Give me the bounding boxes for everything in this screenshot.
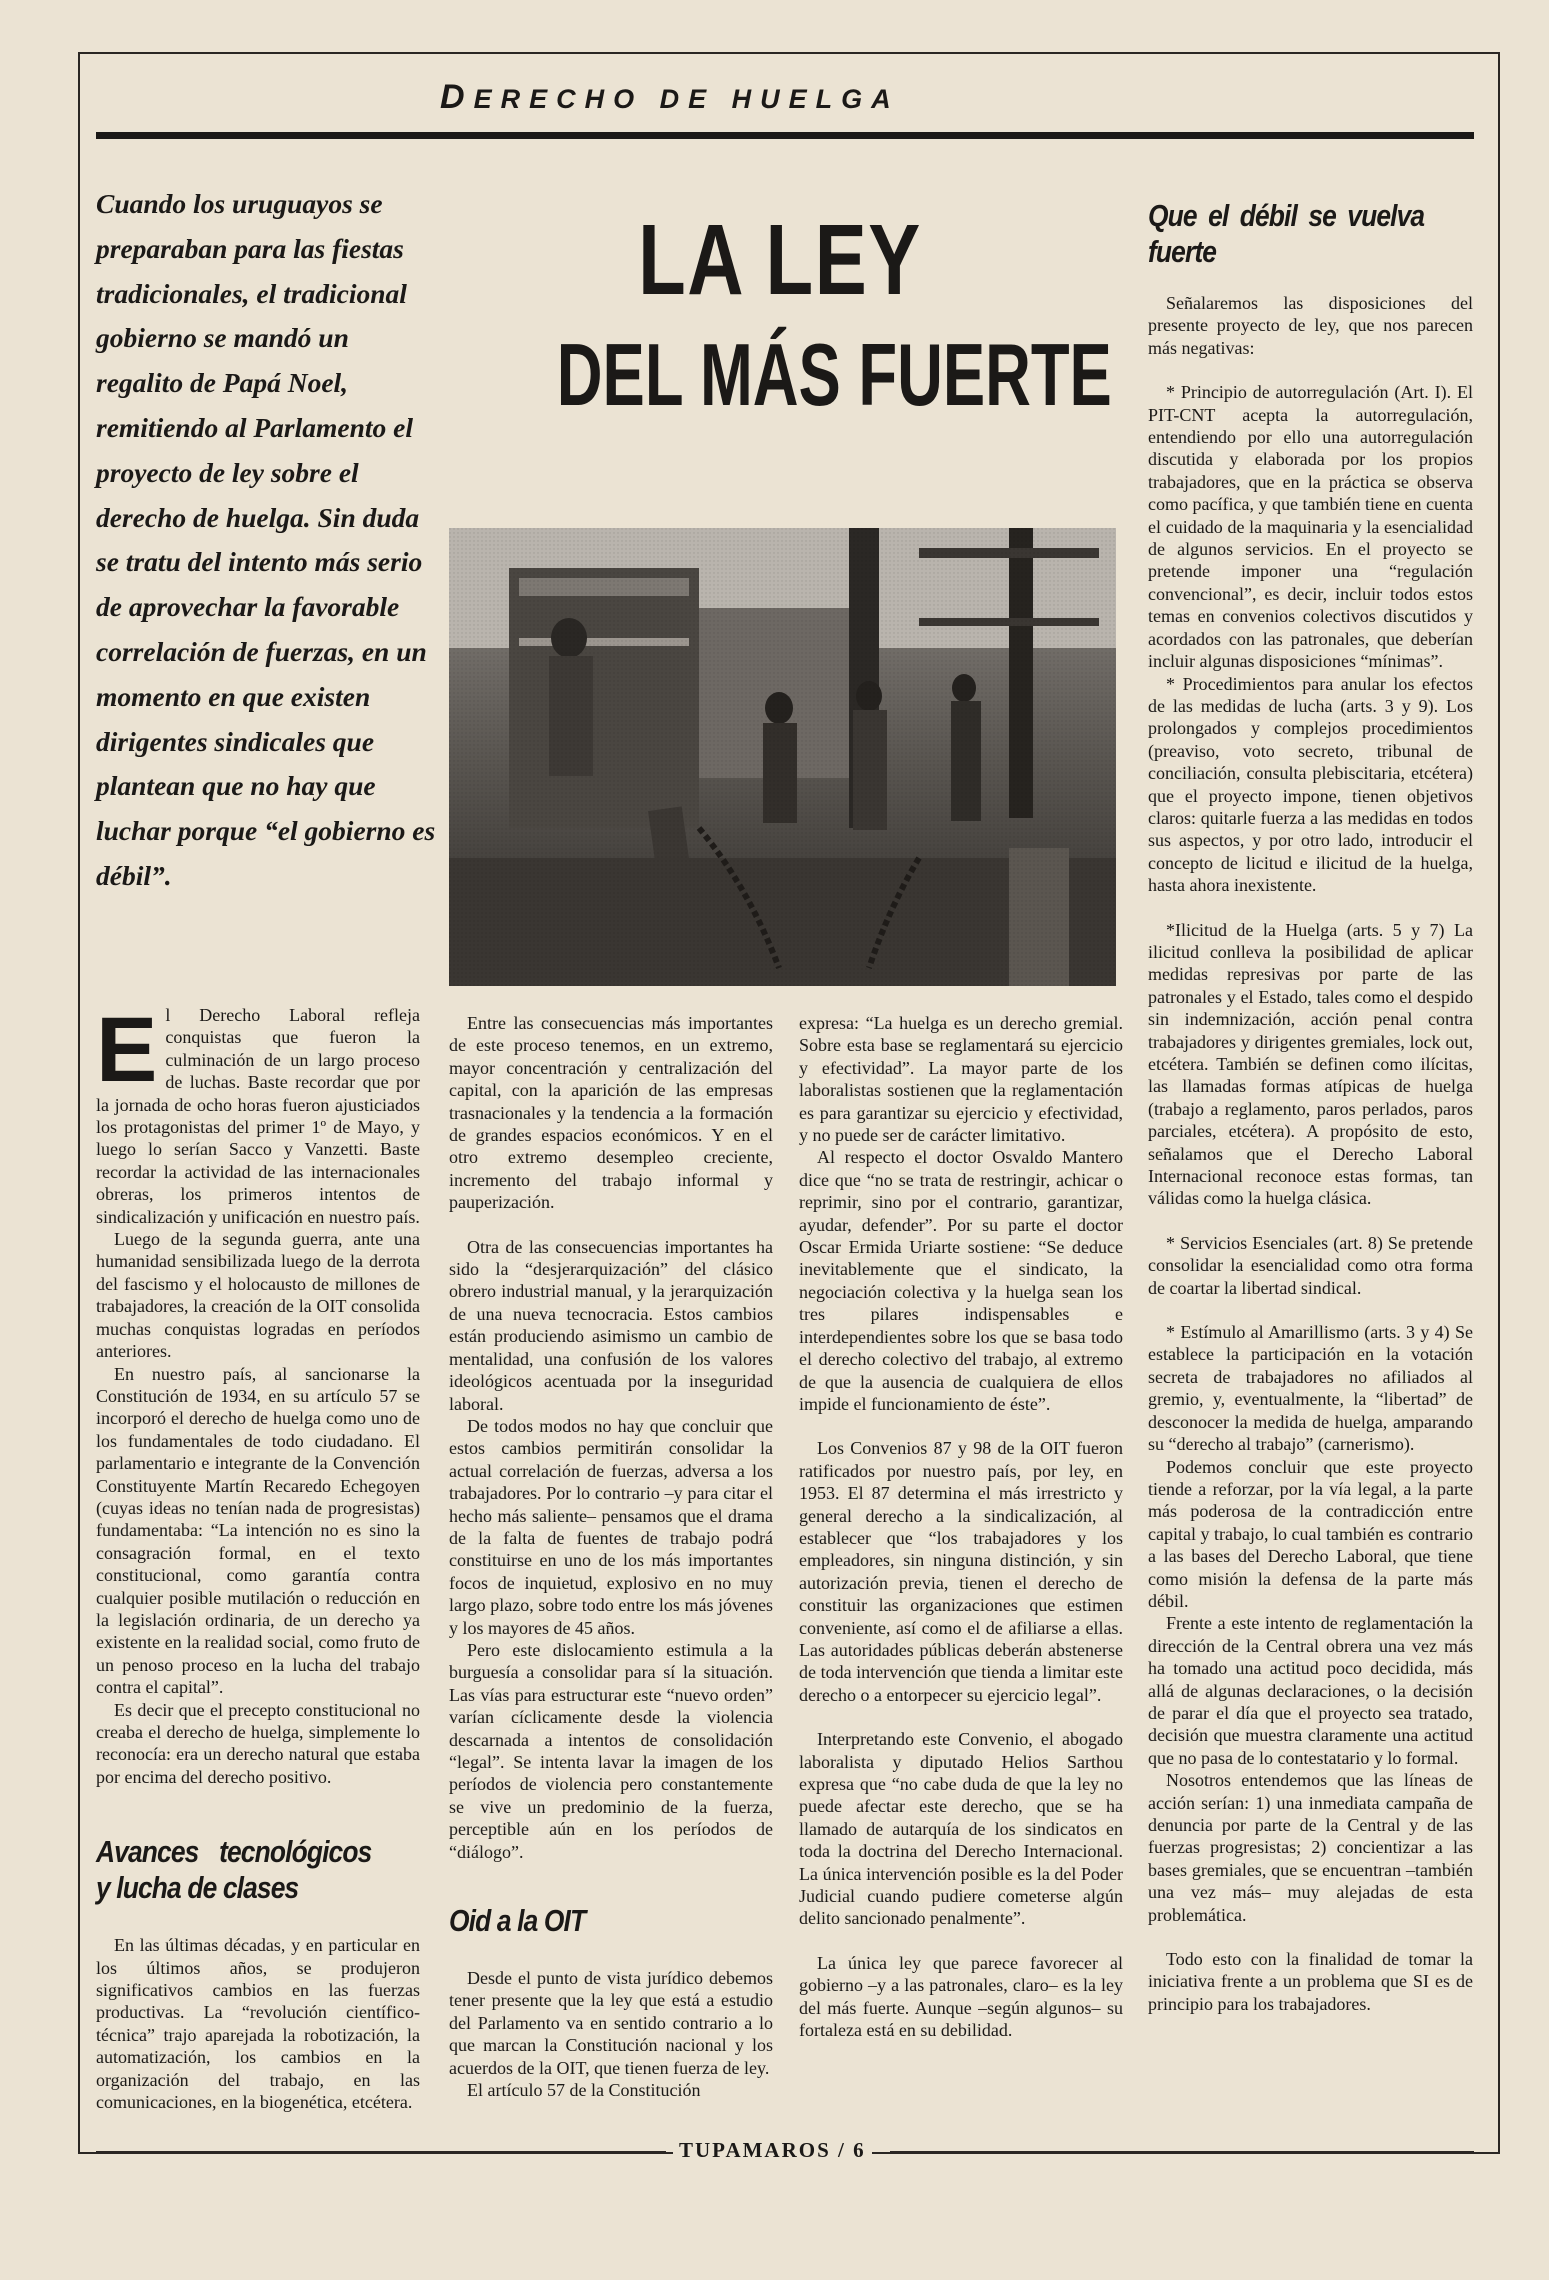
paragraph: Otra de las consecuencias importantes ha sido la “desjerarquización” del clásico obrero industrial manual, y la jerarquización de una nueva tecnocracia. Estos cambios están produciendo asimismo un cambio de mentalidad, una confusión de los valores ideológicos acentuada por la inseguridad laboral. bbox=[449, 1236, 773, 1414]
paragraph: * Servicios Esenciales (art. 8) Se pretende consolidar la esencialidad como otra forma de coartar la libertad sindical. bbox=[1148, 1232, 1473, 1298]
paragraph: * Estímulo al Amarillismo (arts. 3 y 4) Se establece la participación en la votación secreta de trabajadores no afiliados al gremio, y, eventualmente, la “libertad” de desconocer la medida de huelga, amparando su “derecho al trabajo” (carnerismo). bbox=[1148, 1322, 1473, 1455]
paragraph: En las últimas décadas, y en particular en los últimos años, se produjeron significativos cambios en las fuerzas productivas. La “revolución científico-técnica” trajo aparejada la robotización, la automatización, los cambios en la organización del trabajo, en las comunicaciones, en la biogenética, etcétera. bbox=[96, 1935, 420, 2113]
lede-text: Cuando los uruguayos se preparaban para las fiestas tradicionales, el tradicional gobierno se mandó un regalito de Papá Noel, remitiendo al Parlamento el proyecto de ley sobre el derecho de huelga. Sin duda se tratu del intento más serio de aprovechar la favorable correlación de fuerzas, en un momento en que existen dirigentes sindicales que plantean que no hay que luchar porque “el gobierno es débil”. bbox=[96, 188, 436, 891]
headline-line-2: DEL MÁS FUERTE bbox=[556, 325, 1112, 424]
paragraph: En nuestro país, al sancionarse la Constitución de 1934, en su artículo 57 se incorporó el derecho de huelga como uno de los fundamentales de todo ciudadano. El parlamentario e integrante de la Convención Constituyente Martín Recaredo Echegoyen (cuyas ideas no tenían nada de progresistas) fundamentaba: “La intención no es sino la consagración formal, en el texto constitucional, como garantía contra cualquier posible mutilación o reducción en la legislación ordinaria, de un derecho ya existente en la realidad social, como fruto de un penoso proceso en la lucha del trabajo contra el capital”. bbox=[96, 1363, 420, 1698]
paragraph: expresa: “La huelga es un derecho gremial. Sobre esta base se reglamentará su ejercicio y efectividad”. La mayor parte de los laboralistas sostienen que la reglamentación es para garantizar su ejercicio y efectividad, y no puede ser de carácter limitativo. bbox=[799, 1013, 1123, 1146]
paragraph: Entre las consecuencias más importantes de este proceso tenemos, en un extremo, mayor concentración y centralización del capital, con la aparición de las empresas trasnacionales y la tendencia a la formación de grandes espacios económicos. Y en el otro extremo desempleo creciente, incremento del trabajo informal y pauperización. bbox=[449, 1013, 773, 1213]
paragraph: Luego de la segunda guerra, ante una humanidad sensibilizada luego de la derrota del fascismo y el holocausto de millones de trabajadores, la creación de la OIT consolida muchas conquistas logradas en períodos anteriores. bbox=[96, 1229, 420, 1362]
paragraph: Podemos concluir que este proyecto tiende a reforzar, por la vía legal, a la parte más poderosa de la contradicción entre capital y trabajo, lo cual también es contrario a las bases del Derecho Laboral, que tiene como misión la defensa de la parte más débil. bbox=[1148, 1456, 1473, 1611]
paragraph: Al respecto el doctor Osvaldo Mantero dice que “no se trata de restringir, achicar o reprimir, sino por el contrario, garantizar, ayudar, defender”. Por su parte el doctor Oscar Ermida Uriarte sostiene: “Se deduce inevitablemente que el sindicato, la negociación colectiva y la huelga sean los tres pilares indispensables e interdependientes sobre los que se basa todo el derecho colectivo del trabajo, al extremo de que la ausencia de cualquiera de ellos impide el funcionamiento de éste”. bbox=[799, 1147, 1123, 1414]
article-column-3 bbox=[799, 1012, 1123, 2041]
page-footer: TUPAMAROS / 6 bbox=[673, 2138, 872, 2163]
paragraph: *Ilicitud de la Huelga (arts. 5 y 7) La ilicitud conlleva la posibilidad de aplicar medidas represivas por parte de las patronales y el Estado, tales como el despido sin indemnización, acción penal contra trabajadores y dirigentes gremiales, lock out, etcétera. También se definen como ilícitas, las llamadas formas atípicas de huelga (trabajo a reglamento, paros perlados, paros parciales, etcétera). A propósito de esto, señalamos que el Derecho Laboral Internacional reconoce estas formas, tan válidas como la huelga clásica. bbox=[1148, 919, 1473, 1209]
paragraph: Desde el punto de vista jurídico debemos tener presente que la ley que está a estudio del Parlamento va en sentido contrario a lo que marcan la Constitución nacional y los acuerdos de la OIT, que tienen fuerza de ley. bbox=[449, 1968, 773, 2078]
paragraph: * Principio de autorregulación (Art. I). El PIT-CNT acepta la autorregulación, entendiendo por ello una autorregulación discutida y elaborada por los propios trabajadores, que en la práctica se observa como pacífica, y que también tiene en cuenta el cuidado de la maquinaria y la esencialidad de algunos servicios. En el proyecto se pretende imponer una “regulación convencional”, es decir, incluir todos estos temas en convenios colectivos discutidos y acordados con las patronales, que deberían incluir algunas disposiciones “mínimas”. bbox=[1148, 382, 1473, 672]
subhead-oid-a-la-oit: Oid a la OIT bbox=[449, 1903, 586, 1939]
subhead-que-el-debil: Que el débil se vuelva fuerte bbox=[1148, 198, 1425, 269]
paragraph: Todo esto con la finalidad de tomar la iniciativa frente a un problema que SI es de principio para los trabajadores. bbox=[1148, 1949, 1473, 2014]
paragraph: Señalaremos las disposiciones del presente proyecto de ley, que nos parecen más negativas: bbox=[1148, 293, 1473, 358]
paragraph: Es decir que el precepto constitucional no creaba el derecho de huelga, simplemente lo reconocía: era un derecho natural que estaba por encima del derecho positivo. bbox=[96, 1699, 420, 1787]
paragraph: Nosotros entendemos que las líneas de acción serían: 1) una inmediata campaña de denuncia por parte de la Central y de las fuerzas progresistas; 2) concientizar a las bases gremiales, que se encuentran –también una vez más– muy alejadas de esta problemática. bbox=[1148, 1770, 1473, 1925]
article-column-4 bbox=[1148, 198, 1473, 2015]
paragraph: Interpretando este Convenio, el abogado laboralista y diputado Helios Sarthou expresa que “no cabe duda de que la ley no puede afectar este derecho, que se ha llamado de autarquía de los sindicatos en toda la doctrina del Derecho Internacional. La única intervención posible es la del Poder Judicial cuando pudiere cometerse algún delito sancionado penalmente”. bbox=[799, 1729, 1123, 1929]
article-column-1 bbox=[96, 999, 420, 2113]
header-rule bbox=[96, 132, 1474, 139]
paragraph: Frente a este intento de reglamentación la dirección de la Central obrera una vez más ha tomado una actitud poco decidida, más allá de algunas declaraciones, o la decisión de parar el día que el proyecto sea tratado, decisión que muestra claramente una actitud que no pasa de lo contestatario y lo formal. bbox=[1148, 1613, 1473, 1768]
paragraph: La única ley que parece favorecer al gobierno –y a las patronales, claro– es la ley del más fuerte. Aunque –según algunos– su fortaleza está en su debilidad. bbox=[799, 1952, 1123, 2041]
drop-cap: E bbox=[96, 999, 158, 1101]
paragraph: El artículo 57 de la Constitución bbox=[467, 2080, 701, 2101]
footer-rule-left bbox=[96, 2151, 666, 2153]
headline bbox=[470, 200, 1112, 430]
oil-rig-workers-photo bbox=[449, 528, 1116, 986]
article-column-2 bbox=[449, 1012, 773, 2101]
paragraph: De todos modos no hay que concluir que estos cambios permitirán consolidar la actual correlación de fuerzas, adversa a los trabajadores. Por lo contrario –y para citar el hecho más saliente– pensamos que el drama de la falta de fuentes de trabajo podrá constituirse en uno de los más importantes focos de inquietud, explosivo en no muy largo plazo, sobre todo entre los más jóvenes y los mayores de 45 años. bbox=[449, 1415, 773, 1638]
section-header: DERECHO DE HUELGA bbox=[440, 78, 900, 116]
headline-line-1: LA LEY bbox=[638, 204, 922, 316]
footer-rule-right bbox=[890, 2151, 1474, 2153]
paragraph: Pero este dislocamiento estimula a la burguesía a consolidar para sí la situación. Las vías para estructurar este “nuevo orden” varían cíclicamente desde la violencia descarnada a intentos de consolidación “legal”. Se intenta lavar la imagen de los períodos de violencia pero constantemente se vive un predominio de la fuerza, perceptible aún en los períodos de “diálogo”. bbox=[449, 1639, 773, 1862]
subhead-avances-tecnologicos: Avances tecnológicos y lucha de clases bbox=[96, 1834, 372, 1906]
paragraph: l Derecho Laboral refleja conquistas que fueron la culminación de un largo proceso de luchas. Baste recordar que por la jornada de ocho horas fueron ajusticiados los protagonistas del primer 1º de Mayo, y luego lo serían Sacco y Vanzetti. Baste recordar la actividad de las internacionales obreras, los primeros intentos de sindicalización y unificación en nuestro país. bbox=[96, 1005, 420, 1227]
paragraph: * Procedimientos para anular los efectos de las medidas de lucha (arts. 3 y 9). Los prolongados y complejos procedimientos (preaviso, voto secreto, tribunal de conciliación, consulta plebiscitaria, etcétera) que el proyecto impone, tienen objetivos claros: quitarle fuerza a las medidas en todos sus aspectos, y por otro lado, introducir el concepto de licitud e ilicitud de la huelga, hasta ahora inexistente. bbox=[1148, 673, 1473, 896]
paragraph: Los Convenios 87 y 98 de la OIT fueron ratificados por nuestro país, por ley, en 1953. El 87 determina el más irrestricto y general derecho a la sindicalización, al establecer que “los trabajadores y los empleadores, sin ninguna distinción, y sin autorización previa, tienen el derecho de constituir las organizaciones que estimen conveniente, así como el de afiliarse a ellas. Las autoridades públicas deberán abstenerse de toda intervención que tienda a limitar este derecho o a entorpecer su ejercicio legal”. bbox=[799, 1438, 1123, 1705]
